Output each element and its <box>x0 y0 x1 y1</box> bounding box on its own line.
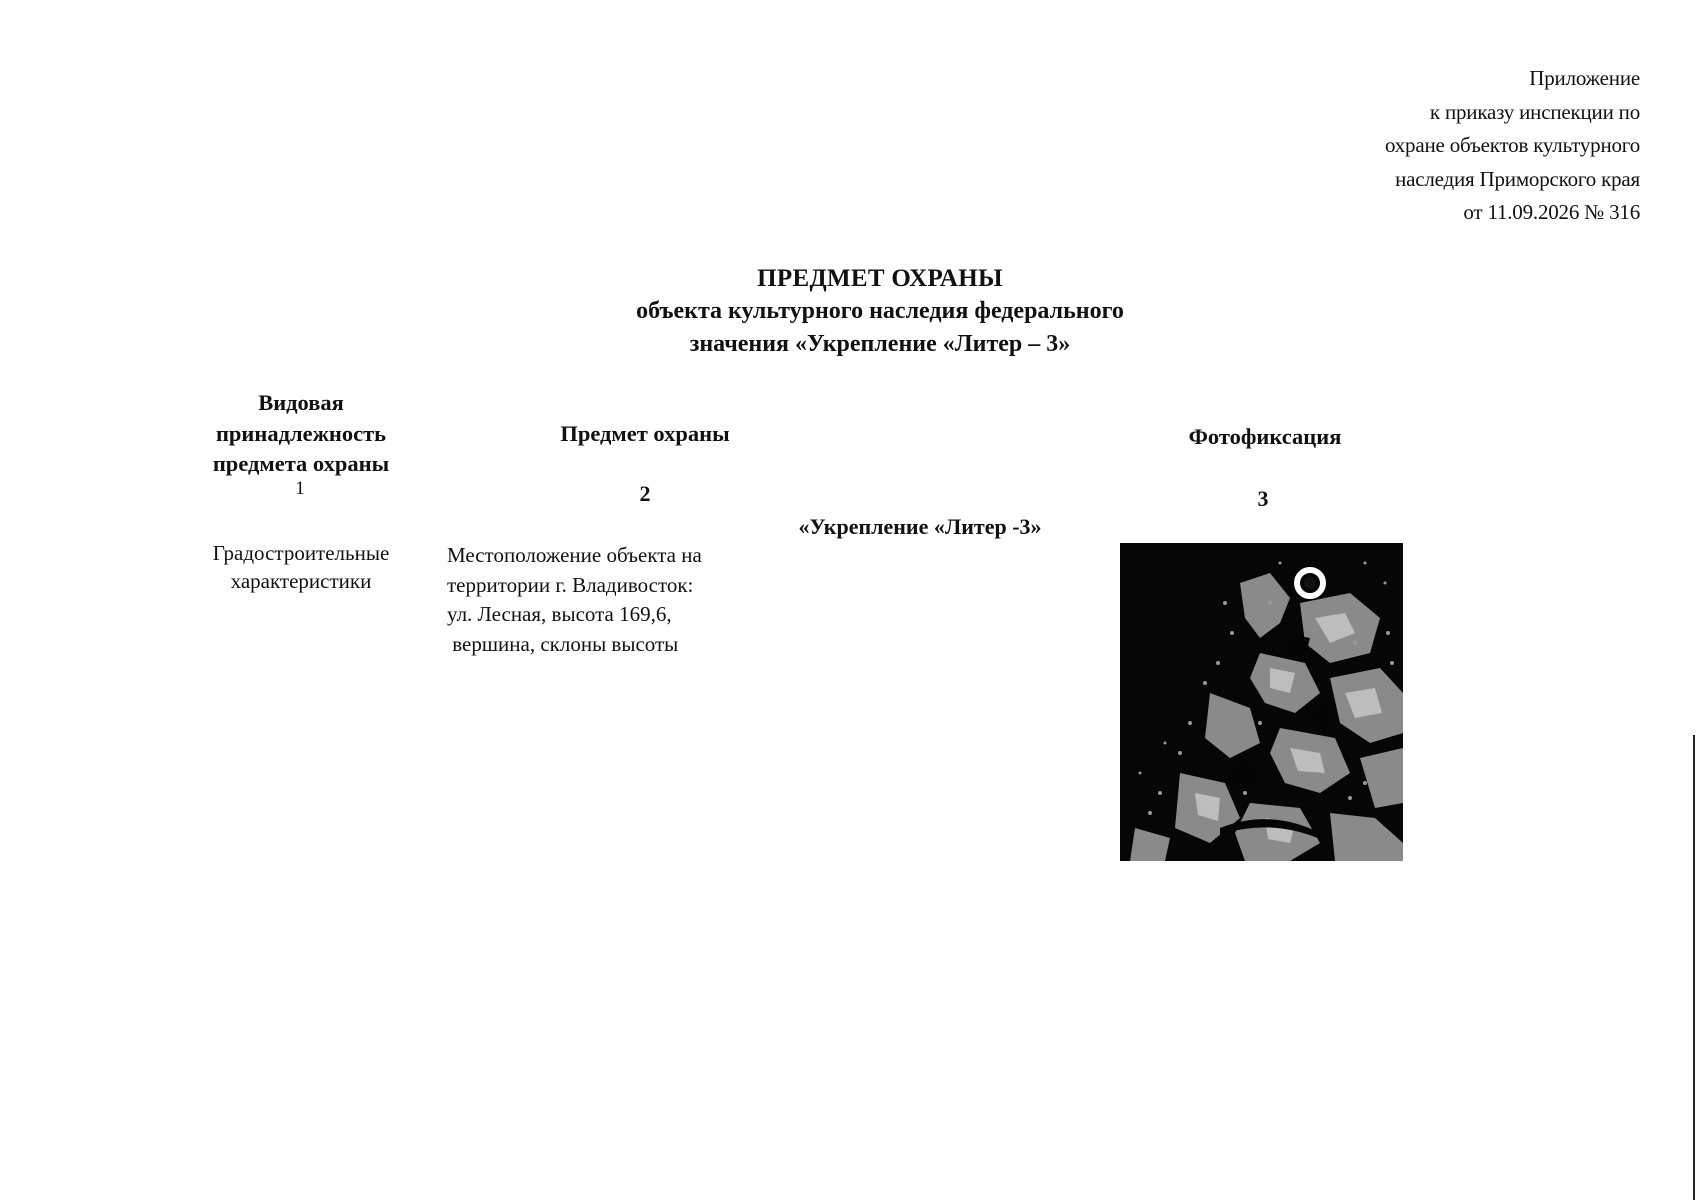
appendix-line: охране объектов культурного <box>1384 133 1640 157</box>
appendix-line: от 11.09.2026 № 316 <box>1463 200 1640 224</box>
title-line-2: объекта культурного наследия федерального <box>636 298 1124 324</box>
appendix-line: к приказу инспекции по <box>1429 99 1640 124</box>
cell-type: Градостроительные характеристики <box>212 541 390 593</box>
column-header-subject: Предмет охраны <box>560 421 730 446</box>
appendix-line: наследия Приморского края <box>1395 166 1640 191</box>
scan-edge-line <box>1693 735 1695 1200</box>
cell-subject: Местоположение объекта на территории г. Владивосток: ул. Лесная, высота 169,6, вершина, склоны высоты <box>447 543 702 656</box>
location-ring-icon <box>1292 565 1328 601</box>
satellite-photo <box>1120 543 1403 861</box>
column-number-3: 3 <box>1257 486 1269 511</box>
title-main: ПРЕДМЕТ ОХРАНЫ <box>757 265 1003 292</box>
document-title <box>440 262 1320 361</box>
column-header-type: Видовая принадлежность предмета охраны <box>212 390 390 476</box>
column-number-1: 1 <box>295 478 305 499</box>
appendix-line: Приложение <box>1529 66 1640 90</box>
title-line-3: значения «Укрепление «Литер – 3» <box>689 331 1071 357</box>
appendix-block <box>1385 62 1640 230</box>
photo-caption: «Укрепление «Литер -3» <box>798 514 1042 539</box>
column-number-2: 2 <box>639 481 651 506</box>
column-header-photo: Фотофиксация <box>1188 424 1342 449</box>
